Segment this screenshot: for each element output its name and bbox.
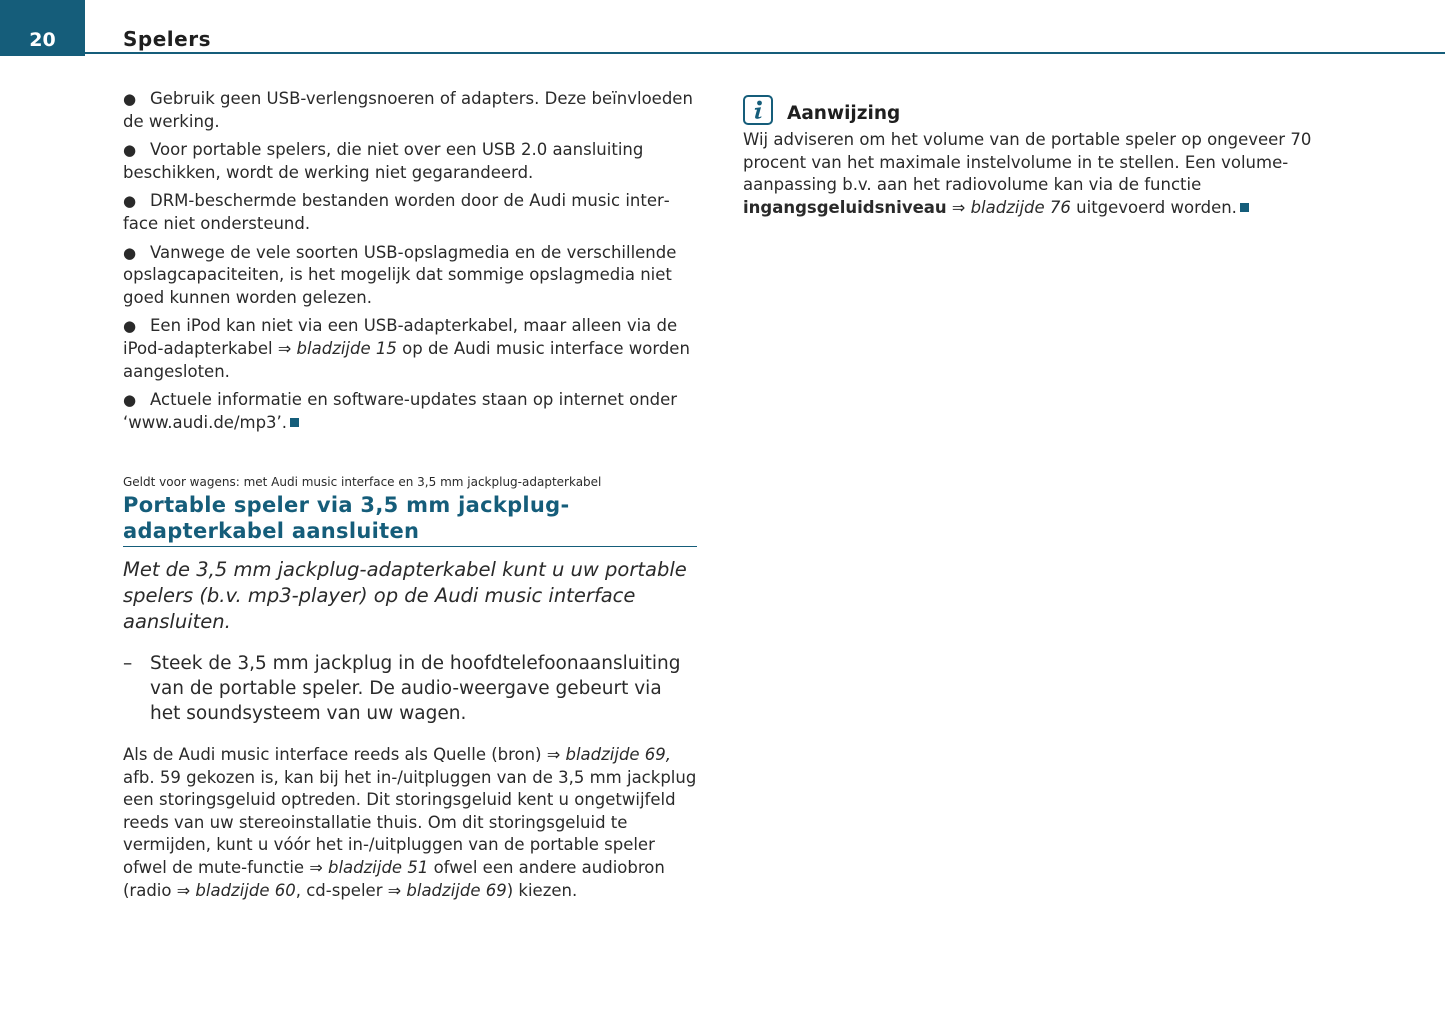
page-reference[interactable]: bladzijde 76 (970, 197, 1071, 217)
arrow-right-icon: ⇒ (277, 338, 292, 358)
bullet-icon: ● (123, 391, 137, 410)
page-reference[interactable]: bladzijde 69 (406, 880, 507, 900)
page-reference[interactable]: bladzijde 60 (195, 880, 296, 900)
note-box (743, 92, 1343, 219)
section-intro: Met de 3,5 mm jackplug-adapterkabel kunt u uw portable spelers (b.v. mp3-player) op de Audi music interface aansluiten. (123, 558, 687, 633)
arrow-right-icon: ⇒ (951, 197, 966, 217)
list-item: ● Een iPod kan niet via een USB-adapterkabel, maar alleen via de iPod-adapterkabel ⇒ bladzijde 15 op de Audi music interface worden aangesloten. (123, 316, 690, 381)
body-paragraph: Als de Audi music interface reeds als Quelle (bron) ⇒ bladzijde 69, afb. 59 gekozen is, kan bij het in-/uitpluggen van de 3,5 mm jackplug een storingsgeluid optreden. Dit storingsgeluid kent u ongetwijfeld reeds van uw stereoinstallatie thuis. Om dit storingsgeluid te vermijden, kunt u vóór het in-/uitpluggen van de portable speler ofwel de mute-functie ⇒ bladzijde 51 ofwel een andere audiobron (radio ⇒ bladzijde 60, cd-speler ⇒ bladzijde 69) kiezen. (123, 745, 697, 900)
function-name: ingangsgeluidsniveau (743, 197, 947, 217)
list-item: ● DRM-beschermde bestanden worden door de Audi music interface niet ondersteund. (123, 191, 670, 233)
note-title: Aanwijzing (787, 103, 901, 124)
bullet-icon: ● (123, 192, 137, 211)
page-reference[interactable]: bladzijde 15 (296, 338, 397, 358)
header-rule (85, 52, 1445, 54)
instruction-step: – Steek de 3,5 mm jackplug in de hoofdtelefoonaansluiting van de portable speler. De audio-weergave gebeurt via het soundsysteem van uw wagen. (123, 653, 681, 724)
bullet-icon: ● (123, 141, 137, 160)
page-header (0, 0, 1445, 56)
arrow-right-icon: ⇒ (309, 857, 323, 877)
page-number: 20 (0, 0, 85, 56)
page-reference[interactable]: bladzijde 69, (565, 745, 672, 764)
end-square-icon (1240, 203, 1249, 212)
section-heading: Portable speler via 3,5 mm jackplug-adapterkabel aansluiten (123, 492, 697, 547)
note-header (743, 92, 1343, 125)
list-item: ● Gebruik geen USB-verlengsnoeren of adapters. Deze beïnvloeden de werking. (123, 89, 693, 131)
list-item: ● Actuele informatie en software-updates staan op internet onder ‘www.audi.de/mp3’. (123, 390, 678, 432)
bullet-icon: ● (123, 90, 137, 108)
end-square-icon (290, 418, 299, 427)
list-item: ● Vanwege de vele soorten USB-opslagmedia en de verschillende opslagcapaciteiten, is het mogelijk dat sommige opslagmedia niet goed kunnen worden gelezen. (123, 242, 677, 307)
arrow-right-icon: ⇒ (176, 880, 191, 900)
bullet-list (123, 88, 697, 434)
arrow-right-icon: ⇒ (387, 880, 402, 900)
list-item: ● Voor portable spelers, die niet over een USB 2.0 aansluiting beschikken, wordt de werking niet gegarandeerd. (123, 140, 644, 182)
dash-icon: – (123, 653, 133, 674)
info-icon (743, 95, 773, 125)
note-text: Wij adviseren om het volume van de portable speler op ongeveer 70 procent van het maximale instelvolume in te stellen. Een volumeaanpassing b.v. aan het radiovolume kan via de functie ingangsgeluidsniveau ⇒ bladzijde 76 uitgevoerd worden. (743, 130, 1312, 217)
arrow-right-icon: ⇒ (546, 745, 561, 764)
left-column (123, 88, 697, 900)
page-reference[interactable]: bladzijde 51 (327, 857, 429, 877)
bullet-icon: ● (123, 243, 137, 262)
chapter-title: Spelers (123, 27, 211, 51)
bullet-icon: ● (123, 317, 137, 336)
applies-to-note: Geldt voor wagens: met Audi music interface en 3,5 mm jackplug-adapterkabel (123, 475, 602, 489)
